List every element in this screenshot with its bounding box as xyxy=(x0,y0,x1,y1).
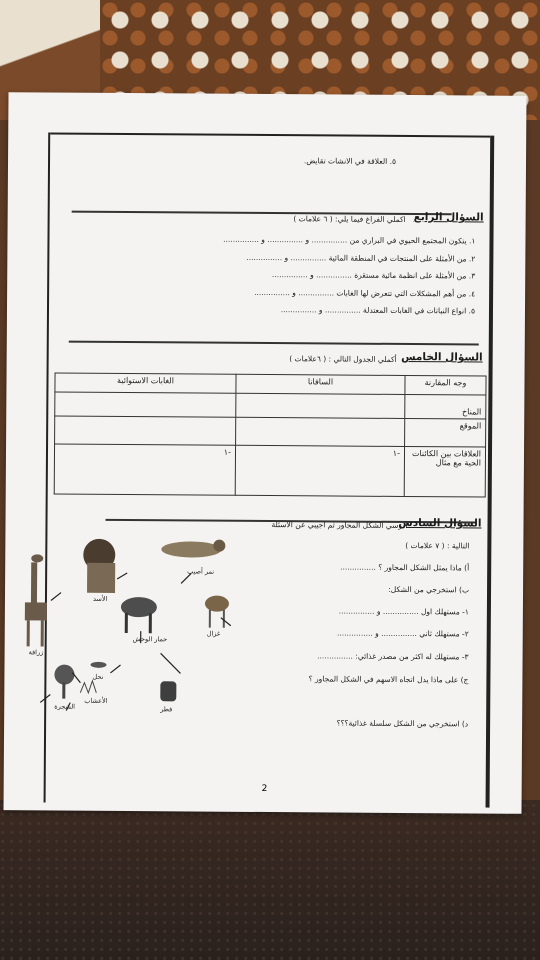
bush-icon xyxy=(160,681,176,701)
table-cell: العلاقات بين الكائنات الحية مع مثال xyxy=(404,446,485,497)
q4-line: ٣. من الأمثلة على انظمة مائية مستقرة ............... و ............... xyxy=(271,270,476,281)
q4-title: السؤال الرابع xyxy=(413,211,484,224)
food-web-label: الأسد xyxy=(92,594,108,603)
table-row xyxy=(55,416,486,447)
page-border xyxy=(486,136,495,808)
q4-line: ٢. من الأمثلة على المنتجات في المنطقة المائية ............... و ............... xyxy=(246,252,476,264)
table-cell xyxy=(55,416,236,445)
food-web-label: غزال xyxy=(206,629,221,638)
comparison-table xyxy=(54,373,487,498)
table-cell: -١ xyxy=(235,445,404,496)
page-border xyxy=(50,132,490,137)
grass-icon xyxy=(80,681,96,693)
item-5: ٥. العلاقة في الانشات تقايض. xyxy=(303,156,397,166)
q6-instruction-cont: التالية : ( ٧ علامات ) xyxy=(405,540,470,551)
table-cell: المناخ xyxy=(405,394,486,419)
table-header: الغابات الاستوائية xyxy=(55,373,236,393)
q6-line: ج) على ماذا يدل اتجاه الاسهم في الشكل المجاور ؟ xyxy=(308,674,469,685)
table-header: السافانا xyxy=(236,374,405,394)
food-web-label: نحل xyxy=(92,672,104,681)
q6-instruction: ادرسي الشكل المجاور ثم اجيبي عن الاسئلة xyxy=(271,520,408,530)
wildebeest-icon xyxy=(121,597,157,633)
q6-line: ٣- مستهلك له اكثر من مصدر غذائي: ............... xyxy=(317,651,469,662)
food-web-label: زرافة xyxy=(28,648,44,657)
table-cell xyxy=(55,392,236,417)
table-row xyxy=(54,444,485,497)
lion-icon xyxy=(83,539,115,593)
table-row xyxy=(55,392,486,419)
q6-line: أ) ماذا يمثل الشكل المجاور ؟ ............... xyxy=(340,562,470,573)
page-number: 2 xyxy=(261,783,268,795)
q5-instruction: أكملي الجدول التالي : ( ٦علامات ) xyxy=(289,354,397,364)
q4-line: ٥. انواع النباتات في الغابات المعتدلة ............... و ............... xyxy=(280,305,476,316)
insect-icon xyxy=(90,662,106,668)
food-web-label: نمر أصيب xyxy=(187,567,215,576)
cheetah-icon xyxy=(161,539,225,557)
gazelle-icon xyxy=(205,596,229,628)
table-cell xyxy=(236,417,405,446)
carpet xyxy=(0,800,540,960)
section-divider xyxy=(69,341,479,345)
q6-line: ٢- مستهلك ثاني ............... و ............... xyxy=(336,628,469,639)
table-cell xyxy=(236,393,405,418)
q4-instruction: اكملي الفراغ فيما يلي: ( ٦ علامات ) xyxy=(293,214,406,224)
food-web-figure xyxy=(20,532,251,734)
q6-line: د) استخرجي من الشكل سلسلة غذائية؟؟؟ xyxy=(336,718,469,729)
q6-line: ب) استخرجي من الشكل: xyxy=(388,584,470,595)
q4-line: ٤. من أهم المشكلات التي تتعرض لها الغابات ............... و ............... xyxy=(254,287,476,299)
table-header: وجه المقارنة xyxy=(405,375,486,395)
q6-title: السؤال السادس xyxy=(398,516,482,530)
q4-line: ١. يتكون المجتمع الحيوي في البراري من ............... و ............... و ............... xyxy=(223,234,476,246)
q6-line: ١- مستهلك اول ............... و ............... xyxy=(338,606,469,617)
table-cell: -١ xyxy=(54,444,235,495)
q5-title: السؤال الخامس xyxy=(401,350,483,364)
worksheet-page xyxy=(4,92,527,814)
food-web-label: الأعشاب xyxy=(84,696,108,705)
tree-icon xyxy=(54,665,74,699)
food-web-label: فطر xyxy=(160,705,173,714)
food-web-label: الشجرة xyxy=(54,702,76,711)
giraffe-icon xyxy=(25,554,48,646)
table-cell: الموقع xyxy=(405,418,486,447)
food-web-label: حمار الوحش xyxy=(132,635,168,644)
